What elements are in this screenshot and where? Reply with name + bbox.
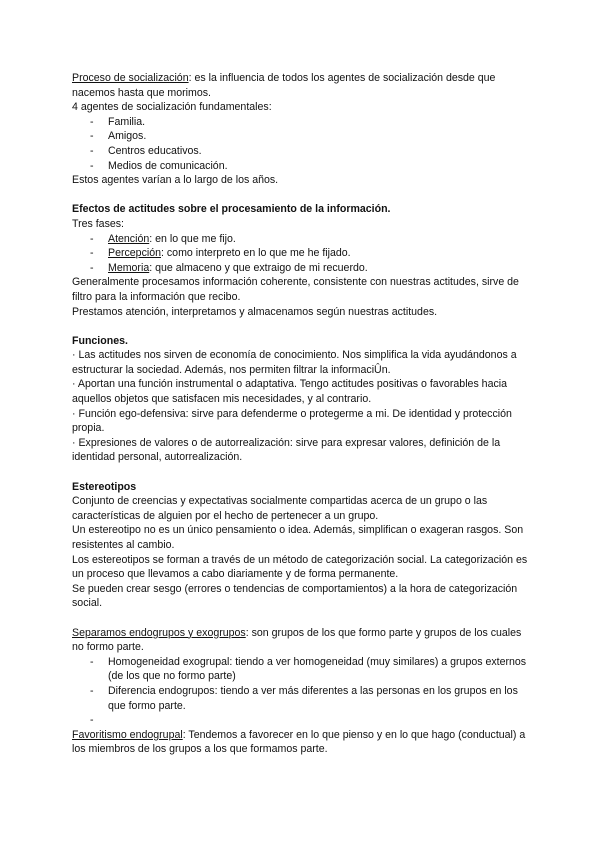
efectos-intro: Tres fases: <box>72 217 125 230</box>
socializacion-intro: 4 agentes de socialización fundamentales: <box>72 101 272 114</box>
efectos-paragraph-2: Prestamos atención, interpretamos y almacenamos según nuestras actitudes. <box>72 305 438 318</box>
list-item <box>72 713 532 728</box>
list-item: - Diferencia endogrupos: tiendo a ver más diferentes a las personas en los grupos en los que formo parte. <box>90 684 518 712</box>
endogrupos-paragraph <box>72 626 532 655</box>
estereotipos-paragraph-3: Los estereotipos se forman a través de un método de categorización social. La categorización es un proceso que llevamos a cabo diariamente y de forma permanente. <box>72 553 528 581</box>
list-item: - Centros educativos. <box>90 144 202 157</box>
list-item: - Familia. <box>90 115 146 128</box>
funcion-item: · Las actitudes nos sirven de economía de conocimiento. Nos simplifica la vida ayudándonos a estructurar la sociedad. Además, nos permiten filtrar la informaciÛn. <box>72 349 517 376</box>
fase-term: Percepción <box>108 247 161 260</box>
funcion-item: · Función ego-defensiva: sirve para defenderme o protegerme a mi. De identidad y protección propia. <box>72 407 512 435</box>
favoritismo-term: Favoritismo endogrupal <box>72 728 183 741</box>
funcion-item: · Aportan una función instrumental o adaptativa. Tengo actitudes positivas o favorables hacia aquellos objetos que satisfacen mis necesidades, y al contrario. <box>72 378 508 406</box>
list-item: - Atención: en lo que me fijo. <box>90 232 236 245</box>
estereotipos-paragraph-4: Se pueden crear sesgo (errores o tendencias de comportamientos) a la hora de categorización social. <box>72 582 518 610</box>
estereotipos-paragraph-1: Conjunto de creencias y expectativas socialmente compartidas acerca de un grupo o las características de alguien por el hecho de pertenecer a un grupo. <box>72 495 488 522</box>
list-item: - Medios de comunicación. <box>90 159 228 172</box>
favoritismo-definition: : Tendemos a favorecer en lo que pienso y en lo que hago (conductual) a los miembros de los grupos a los que formamos parte. <box>72 728 526 756</box>
efectos-heading: Efectos de actitudes sobre el procesamiento de la información. <box>72 203 391 216</box>
favoritismo-paragraph <box>72 728 532 757</box>
dash-marker: - <box>90 115 94 128</box>
fase-term: Memoria <box>108 261 150 274</box>
dash-marker: - <box>90 232 94 245</box>
socializacion-paragraph <box>72 71 532 100</box>
dash-marker: - <box>90 130 94 143</box>
efectos-paragraph-1: Generalmente procesamos información coherente, consistente con nuestras actitudes, sirve de filtro para la información que recibo. <box>72 276 519 303</box>
endogrupos-definition: : son grupos de los que formo parte y grupos de los cuales no formo parte. <box>72 626 522 654</box>
endogrupos-list <box>72 655 532 728</box>
list-item: - Homogeneidad exogrupal: tiendo a ver homogeneidad (muy similares) a grupos externos (de los que no formo parte) <box>90 655 527 683</box>
funcion-item: · Expresiones de valores o de autorrealización: sirve para expresar valores, definición de la identidad personal, autorrealización. <box>72 436 501 464</box>
fase-term: Atención <box>108 232 150 245</box>
list-item: - Amigos. <box>90 130 147 143</box>
socializacion-term: Proceso de socialización <box>72 72 189 84</box>
dash-marker: - <box>90 261 94 274</box>
agents-list <box>72 115 532 173</box>
dash-marker: - <box>90 714 94 727</box>
estereotipos-heading: Estereotipos <box>72 480 137 493</box>
list-item: - Percepción: como interpreto en lo que me he fijado. <box>90 247 351 260</box>
fases-list <box>72 232 532 276</box>
dash-marker: - <box>90 247 94 260</box>
socializacion-definition: : es la influencia de todos los agentes de socialización desde que nacemos hasta que morimos. <box>72 72 496 99</box>
dash-marker: - <box>90 144 94 157</box>
dash-marker: - <box>90 684 94 697</box>
list-item: - Memoria: que almaceno y que extraigo de mi recuerdo. <box>90 261 368 274</box>
dash-marker: - <box>90 655 94 668</box>
endogrupos-term: Separamos endogrupos y exogrupos <box>72 626 246 639</box>
estereotipos-paragraph-2: Un estereotipo no es un único pensamiento o idea. Además, simplifican o exageran rasgos. Son resistentes al cambio. <box>72 524 524 551</box>
funciones-heading: Funciones. <box>72 334 128 347</box>
socializacion-outro: Estos agentes varían a lo largo de los años. <box>72 174 279 187</box>
dash-marker: - <box>90 159 94 172</box>
document-body <box>72 71 532 757</box>
